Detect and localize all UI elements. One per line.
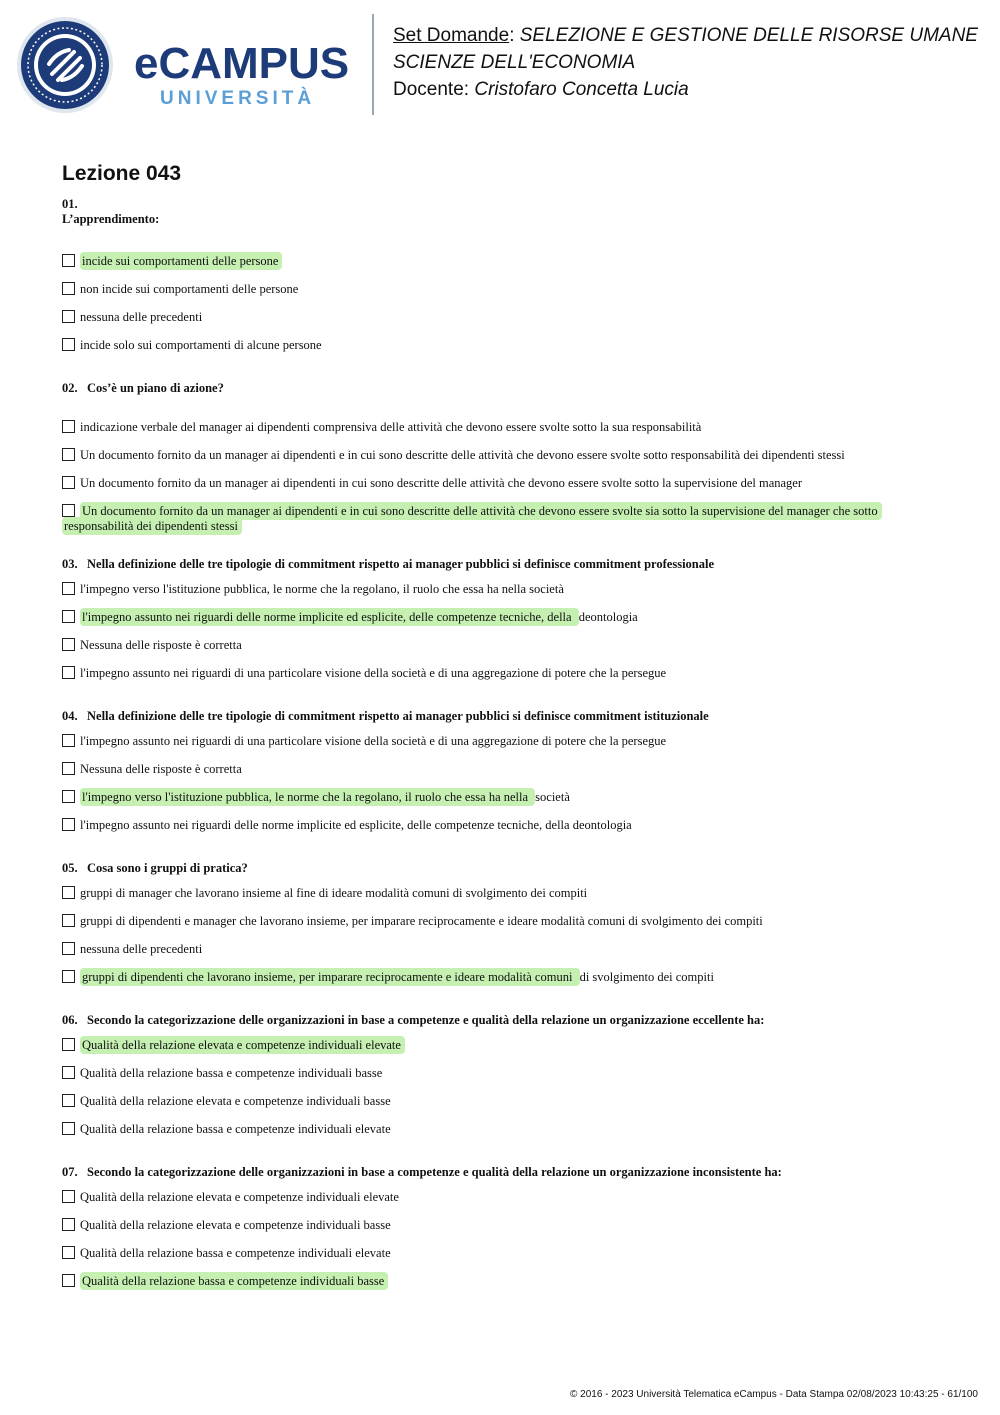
question-list <box>62 197 922 1302</box>
checkbox-icon[interactable] <box>62 1066 75 1079</box>
header-divider <box>372 14 374 115</box>
logo-subtitle: UNIVERSITÀ <box>160 88 316 109</box>
answer-option[interactable] <box>62 504 922 534</box>
checkbox-icon[interactable] <box>62 914 75 927</box>
answer-text: non incide sui comportamenti delle persone <box>80 282 299 296</box>
question-6 <box>62 1012 922 1140</box>
checkbox-icon[interactable] <box>62 886 75 899</box>
checkbox-icon[interactable] <box>62 282 75 295</box>
answer-option[interactable] <box>62 338 922 356</box>
answer-option[interactable] <box>62 1122 922 1140</box>
answer-text: l'impegno assunto nei riguardi delle norme implicite ed esplicite, delle competenze tecniche, della deontologia <box>80 818 632 832</box>
set-line-2 <box>393 49 993 76</box>
question-text: Nella definizione delle tre tipologie di commitment rispetto ai manager pubblici si definisce commitment professionale <box>87 557 715 571</box>
answer-option[interactable] <box>62 638 922 656</box>
question-title <box>62 1164 922 1180</box>
answer-text: Un documento fornito da un manager ai dipendenti in cui sono descritte delle attività che devono essere svolte sotto la supervisione del manager <box>80 476 803 490</box>
answer-text: Nessuna delle risposte è corretta <box>80 638 242 652</box>
checkbox-icon[interactable] <box>62 1038 75 1051</box>
answer-option[interactable] <box>62 448 922 466</box>
checkbox-icon[interactable] <box>62 666 75 679</box>
checkbox-icon[interactable] <box>62 310 75 323</box>
answer-option[interactable] <box>62 254 922 272</box>
checkbox-icon[interactable] <box>62 338 75 351</box>
answer-text: Qualità della relazione bassa e competenze individuali elevate <box>80 1122 391 1136</box>
answer-option[interactable] <box>62 970 922 988</box>
answer-option[interactable] <box>62 610 922 628</box>
question-title <box>62 860 922 876</box>
answer-option[interactable] <box>62 790 922 808</box>
answer-option[interactable] <box>62 1274 922 1292</box>
checkbox-icon[interactable] <box>62 1122 75 1135</box>
answer-option[interactable] <box>62 1038 922 1056</box>
answer-option[interactable] <box>62 1066 922 1084</box>
answer-option[interactable] <box>62 1190 922 1208</box>
question-title <box>62 1012 922 1028</box>
answer-text: gruppi di dipendenti e manager che lavorano insieme, per imparare reciprocamente e ideare modalità comuni di svolgimento dei compiti <box>80 914 763 928</box>
question-text: Nella definizione delle tre tipologie di commitment rispetto ai manager pubblici si definisce commitment istituzionale <box>87 709 709 723</box>
question-text: Cosa sono i gruppi di pratica? <box>87 861 248 875</box>
question-title <box>62 708 922 724</box>
teacher-line: Docente: Cristofaro Concetta Lucia <box>393 79 689 100</box>
answer-option[interactable] <box>62 420 922 438</box>
checkbox-icon[interactable] <box>62 1246 75 1259</box>
checkbox-icon[interactable] <box>62 582 75 595</box>
lesson-title: Lezione 043 <box>62 162 182 185</box>
answer-highlighted-text: incide sui comportamenti delle persone <box>80 252 282 270</box>
checkbox-icon[interactable] <box>62 504 75 517</box>
answer-option[interactable] <box>62 582 922 600</box>
set-label: Set Domande <box>393 25 510 46</box>
question-number: 07. <box>62 1165 78 1179</box>
question-number: 05. <box>62 861 78 875</box>
answer-highlighted-text: l'impegno verso l'istituzione pubblica, le norme che la regolano, il ruolo che essa ha nella <box>80 788 535 806</box>
question-4 <box>62 708 922 836</box>
answer-option[interactable] <box>62 282 922 300</box>
checkbox-icon[interactable] <box>62 818 75 831</box>
answer-text: gruppi di manager che lavorano insieme al fine di ideare modalità comuni di svolgimento dei compiti <box>80 886 588 900</box>
answer-text: Qualità della relazione elevata e competenze individuali elevate <box>80 1190 399 1204</box>
checkbox-icon[interactable] <box>62 1094 75 1107</box>
answer-option[interactable] <box>62 1218 922 1236</box>
answer-option[interactable] <box>62 1094 922 1112</box>
answer-option[interactable] <box>62 818 922 836</box>
answer-text: Qualità della relazione elevata e competenze individuali basse <box>80 1094 391 1108</box>
answer-text: Qualità della relazione bassa e competenze individuali basse <box>80 1066 383 1080</box>
question-text: Cos’è un piano di azione? <box>87 381 224 395</box>
answer-text: indicazione verbale del manager ai dipendenti comprensiva delle attività che devono essere svolte sotto la sua responsabilità <box>80 420 702 434</box>
question-number: 06. <box>62 1013 78 1027</box>
answer-option[interactable] <box>62 942 922 960</box>
checkbox-icon[interactable] <box>62 254 75 267</box>
checkbox-icon[interactable] <box>62 1274 75 1287</box>
question-number: 03. <box>62 557 78 571</box>
answer-text: Nessuna delle risposte è corretta <box>80 762 242 776</box>
ecampus-seal-icon <box>16 16 114 114</box>
question-title <box>62 380 922 396</box>
question-7 <box>62 1164 922 1292</box>
checkbox-icon[interactable] <box>62 420 75 433</box>
question-1 <box>62 197 922 356</box>
checkbox-icon[interactable] <box>62 448 75 461</box>
answer-text: Qualità della relazione elevata e competenze individuali basse <box>80 1218 391 1232</box>
answer-option[interactable] <box>62 762 922 780</box>
checkbox-icon[interactable] <box>62 762 75 775</box>
header-info <box>393 22 993 103</box>
question-2 <box>62 380 922 534</box>
checkbox-icon[interactable] <box>62 734 75 747</box>
answer-highlighted-text: Qualità della relazione elevata e competenze individuali elevate <box>80 1036 405 1054</box>
question-text: Secondo la categorizzazione delle organizzazioni in base a competenze e qualità della relazione un organizzazione inconsistente ha: <box>87 1165 782 1179</box>
question-number: 04. <box>62 709 78 723</box>
answer-text: nessuna delle precedenti <box>80 942 203 956</box>
checkbox-icon[interactable] <box>62 970 75 983</box>
answer-option[interactable] <box>62 1246 922 1264</box>
answer-highlighted-text: gruppi di dipendenti che lavorano insieme, per imparare reciprocamente e ideare modalità comuni <box>80 968 580 986</box>
question-number: 02. <box>62 381 78 395</box>
question-text: Secondo la categorizzazione delle organizzazioni in base a competenze e qualità della relazione un organizzazione eccellente ha: <box>87 1013 765 1027</box>
checkbox-icon[interactable] <box>62 942 75 955</box>
set-value-2: SCIENZE DELL'ECONOMIA <box>393 52 636 73</box>
logo-wordmark: eCAMPUS <box>134 39 350 88</box>
answer-option[interactable] <box>62 476 922 494</box>
answer-highlighted-text: l'impegno assunto nei riguardi delle norme implicite ed esplicite, delle competenze tecniche, della <box>80 608 579 626</box>
set-value-1: SELEZIONE E GESTIONE DELLE RISORSE UMANE <box>519 25 978 46</box>
checkbox-icon[interactable] <box>62 610 75 623</box>
checkbox-icon[interactable] <box>62 1190 75 1203</box>
checkbox-icon[interactable] <box>62 790 75 803</box>
answer-text: di svolgimento dei compiti <box>579 970 714 984</box>
checkbox-icon[interactable] <box>62 638 75 651</box>
question-5 <box>62 860 922 988</box>
answer-text: Un documento fornito da un manager ai dipendenti e in cui sono descritte delle attività che devono essere svolte sotto responsabilità dei dipendenti stessi <box>80 448 845 462</box>
answer-text: l'impegno assunto nei riguardi di una particolare visione della società e di una aggregazione di potere che la persegue <box>80 666 667 680</box>
answer-text: nessuna delle precedenti <box>80 310 203 324</box>
page-footer: © 2016 - 2023 Università Telematica eCampus - Data Stampa 02/08/2023 10:43:25 - 61/100 <box>570 1389 978 1400</box>
question-number: 01. <box>62 197 78 211</box>
question-title <box>62 556 922 572</box>
answer-option[interactable] <box>62 734 922 752</box>
answer-option[interactable] <box>62 914 922 932</box>
set-line: Set Domande: SELEZIONE E GESTIONE DELLE RISORSE UMANE <box>393 25 978 46</box>
answer-text: incide solo sui comportamenti di alcune persone <box>80 338 322 352</box>
checkbox-icon[interactable] <box>62 1218 75 1231</box>
answer-text: società <box>535 790 570 804</box>
checkbox-icon[interactable] <box>62 476 75 489</box>
answer-text: Qualità della relazione bassa e competenze individuali elevate <box>80 1246 391 1260</box>
answer-text: l'impegno assunto nei riguardi di una particolare visione della società e di una aggregazione di potere che la persegue <box>80 734 667 748</box>
question-3 <box>62 556 922 684</box>
question-text: L’apprendimento: <box>62 212 160 226</box>
answer-option[interactable] <box>62 666 922 684</box>
answer-text: l'impegno verso l'istituzione pubblica, le norme che la regolano, il ruolo che essa ha nella società <box>80 582 564 596</box>
answer-option[interactable] <box>62 310 922 328</box>
answer-highlighted-text: Qualità della relazione bassa e competenze individuali basse <box>80 1272 388 1290</box>
answer-option[interactable] <box>62 886 922 904</box>
teacher-label: Docente <box>393 79 464 100</box>
answer-highlighted-text: Un documento fornito da un manager ai dipendenti e in cui sono descritte delle attività che devono essere svolte sia sotto la supervisione del manager che sotto responsabilità dei dipendenti stessi <box>62 502 882 535</box>
teacher-value: Cristofaro Concetta Lucia <box>474 79 689 100</box>
answer-text: deontologia <box>578 610 638 624</box>
